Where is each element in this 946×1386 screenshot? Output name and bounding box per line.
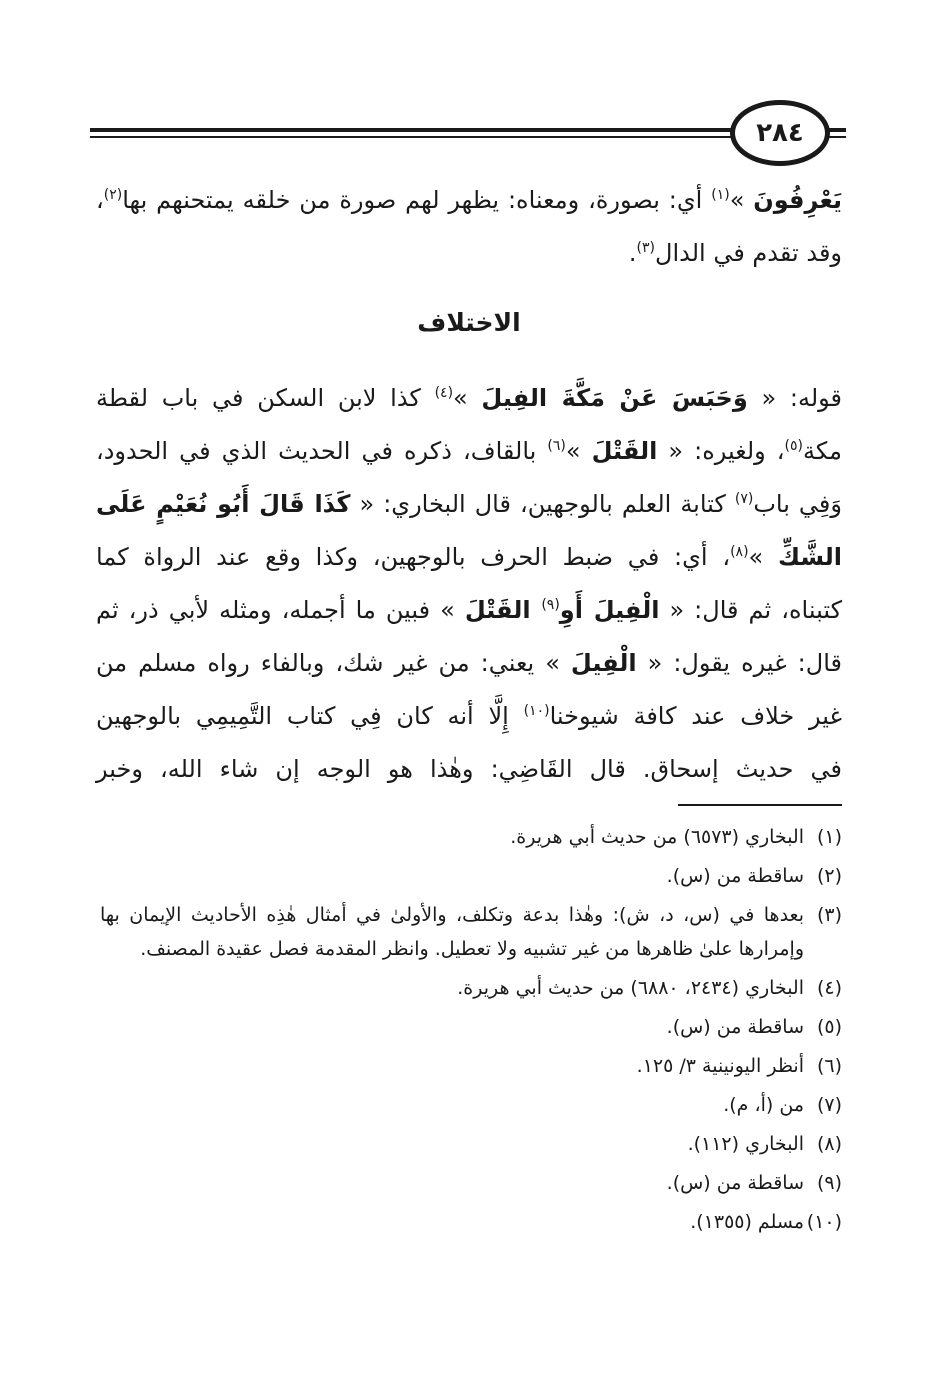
text-span: »: [453, 384, 482, 412]
footnote-ref: (٦): [547, 438, 566, 454]
text-span: ، ولغيره: «: [657, 437, 785, 465]
text-line: [96, 690, 842, 743]
footnote-item: [100, 898, 842, 966]
text-span: أي: بصورة، ومعناه: يظهر لهم صورة من خلقه يمتحنهم بها: [122, 186, 712, 214]
text-line: [96, 372, 842, 425]
footnote-number: (٣): [816, 904, 842, 926]
text-span: وَفِي باب: [753, 490, 842, 518]
text-span: » يعني: من غير شك، وبالفاء رواه مسلم من: [96, 649, 571, 677]
footnote-item: [100, 1205, 842, 1239]
text-span: »: [565, 437, 592, 465]
footnote-text: أنظر اليونينية ٣/ ١٢٥.: [636, 1055, 804, 1077]
footnote-text: بعدها في (س، د، ش): وهٰذا بدعة وتكلف، والأولىٰ في أمثال هٰذِه الأحاديث الإيمان بها وإمرارها علىٰ ظاهرها من غير تشبيه ولا تعطيل. وانظر المقدمة فصل عقيدة المصنف.: [100, 904, 804, 960]
footnote-number: (٢): [816, 865, 842, 887]
paragraph-main: [96, 372, 842, 796]
quoted-phrase: الْفِيلَ: [570, 649, 637, 677]
footnote-number: (٧): [816, 1094, 842, 1116]
text-line: [96, 174, 842, 227]
header-rule-tail-thin: [828, 136, 846, 138]
text-line: [96, 584, 842, 637]
section-heading: الاختلاف: [417, 308, 521, 337]
footnote-item: [100, 1088, 842, 1122]
text-span: .: [628, 239, 637, 267]
footnote-ref: (٥): [784, 438, 803, 454]
footnote-number: (٤): [816, 977, 842, 999]
text-line: [96, 531, 842, 584]
text-span: إِلَّا أنه كان فِي كتاب التَّمِيمِي بالوجهين: [96, 702, 524, 730]
text-span: بالقاف، ذكره في الحديث الذي في الحدود،: [96, 437, 548, 465]
text-line: [96, 478, 842, 531]
footnote-text: ساقطة من (س).: [666, 1172, 804, 1194]
text-span: »: [748, 543, 778, 571]
quoted-phrase: الْفِيلَ أَوِ: [559, 596, 660, 624]
footnote-item: [100, 1166, 842, 1200]
footnote-ref: (٣): [636, 240, 656, 256]
footnote-text: البخاري (١١٢).: [687, 1133, 804, 1155]
quoted-word: يَعْرِفُونَ: [753, 186, 842, 214]
text-span: ،: [96, 186, 104, 214]
quoted-phrase: وَحَبَسَ عَنْ مَكَّةَ الفِيلَ: [481, 384, 748, 412]
footnote-number: (٩): [816, 1172, 842, 1194]
footnotes: [100, 820, 842, 1244]
footnote-item: [100, 820, 842, 854]
footnote-ref: (٢): [103, 187, 123, 203]
footnote-item: [100, 971, 842, 1005]
text-span: قوله: «: [747, 384, 842, 412]
footnote-ref: (٨): [730, 544, 749, 560]
quoted-phrase: القَتْلَ: [591, 437, 658, 465]
text-line: [96, 227, 842, 280]
footnote-text: البخاري (٦٥٧٣) من حديث أبي هريرة.: [510, 826, 804, 848]
footnote-text: ساقطة من (س).: [666, 865, 804, 887]
text-span: » فبين ما أجمله، ومثله لأبي ذر، ثم: [96, 596, 465, 624]
text-span: كتابة العلم بالوجهين، قال البخاري: «: [350, 490, 735, 518]
text-span: ، أي: في ضبط الحرف بالوجهين، وكذا وقع عند الرواة كما: [96, 543, 731, 571]
text-span: »: [729, 186, 754, 214]
footnote-separator: [678, 804, 842, 806]
text-span: في حديث إسحاق. قال القَاضِي: وهٰذا هو الوجه إن شاء الله، وخبر: [96, 755, 842, 783]
header-rule-tail-thick: [828, 128, 846, 132]
page-header: [90, 100, 846, 170]
quoted-phrase: القَتْلَ: [464, 596, 542, 624]
footnote-number: (٨): [816, 1133, 842, 1155]
footnote-item: [100, 1010, 842, 1044]
text-span: مكة: [803, 437, 842, 465]
header-rule-thin: [90, 136, 742, 138]
text-span: كتبناه، ثم قال: «: [659, 596, 842, 624]
text-line: [96, 425, 842, 478]
text-span: وقد تقدم في الدال: [655, 239, 842, 267]
text-span: قال: غيره يقول: «: [636, 649, 842, 677]
footnote-ref: (٩): [541, 597, 560, 613]
header-rule-thick: [90, 128, 742, 132]
footnote-number: (١): [816, 826, 842, 848]
quoted-phrase: الشَّكِّ: [777, 543, 842, 571]
footnote-ref: (١): [711, 187, 730, 203]
footnote-ref: (١٠): [523, 703, 550, 719]
text-line: [96, 637, 842, 690]
footnote-item: [100, 859, 842, 893]
footnote-text: مسلم (١٣٥٥).: [690, 1211, 804, 1233]
footnote-text: البخاري (٢٤٣٤، ٦٨٨٠) من حديث أبي هريرة.: [457, 977, 804, 999]
footnote-item: [100, 1049, 842, 1083]
footnote-number: (٦): [816, 1055, 842, 1077]
quoted-phrase: كَذَا قَالَ أَبُو نُعَيْمٍ عَلَى: [96, 490, 351, 518]
paragraph-intro: [96, 174, 842, 280]
footnote-number: (١٠): [806, 1211, 842, 1233]
footnote-item: [100, 1127, 842, 1161]
page-number: ٢٨٤: [730, 100, 830, 166]
footnote-ref: (٤): [434, 385, 454, 401]
footnote-ref: (٧): [734, 491, 754, 507]
text-span: كذا لابن السكن في باب لقطة: [96, 384, 435, 412]
footnote-text: ساقطة من (س).: [666, 1016, 804, 1038]
text-span: غير خلاف عند كافة شيوخنا: [549, 702, 843, 730]
footnote-number: (٥): [816, 1016, 842, 1038]
footnote-text: من (أ، م).: [723, 1094, 804, 1116]
text-line: [96, 743, 842, 796]
